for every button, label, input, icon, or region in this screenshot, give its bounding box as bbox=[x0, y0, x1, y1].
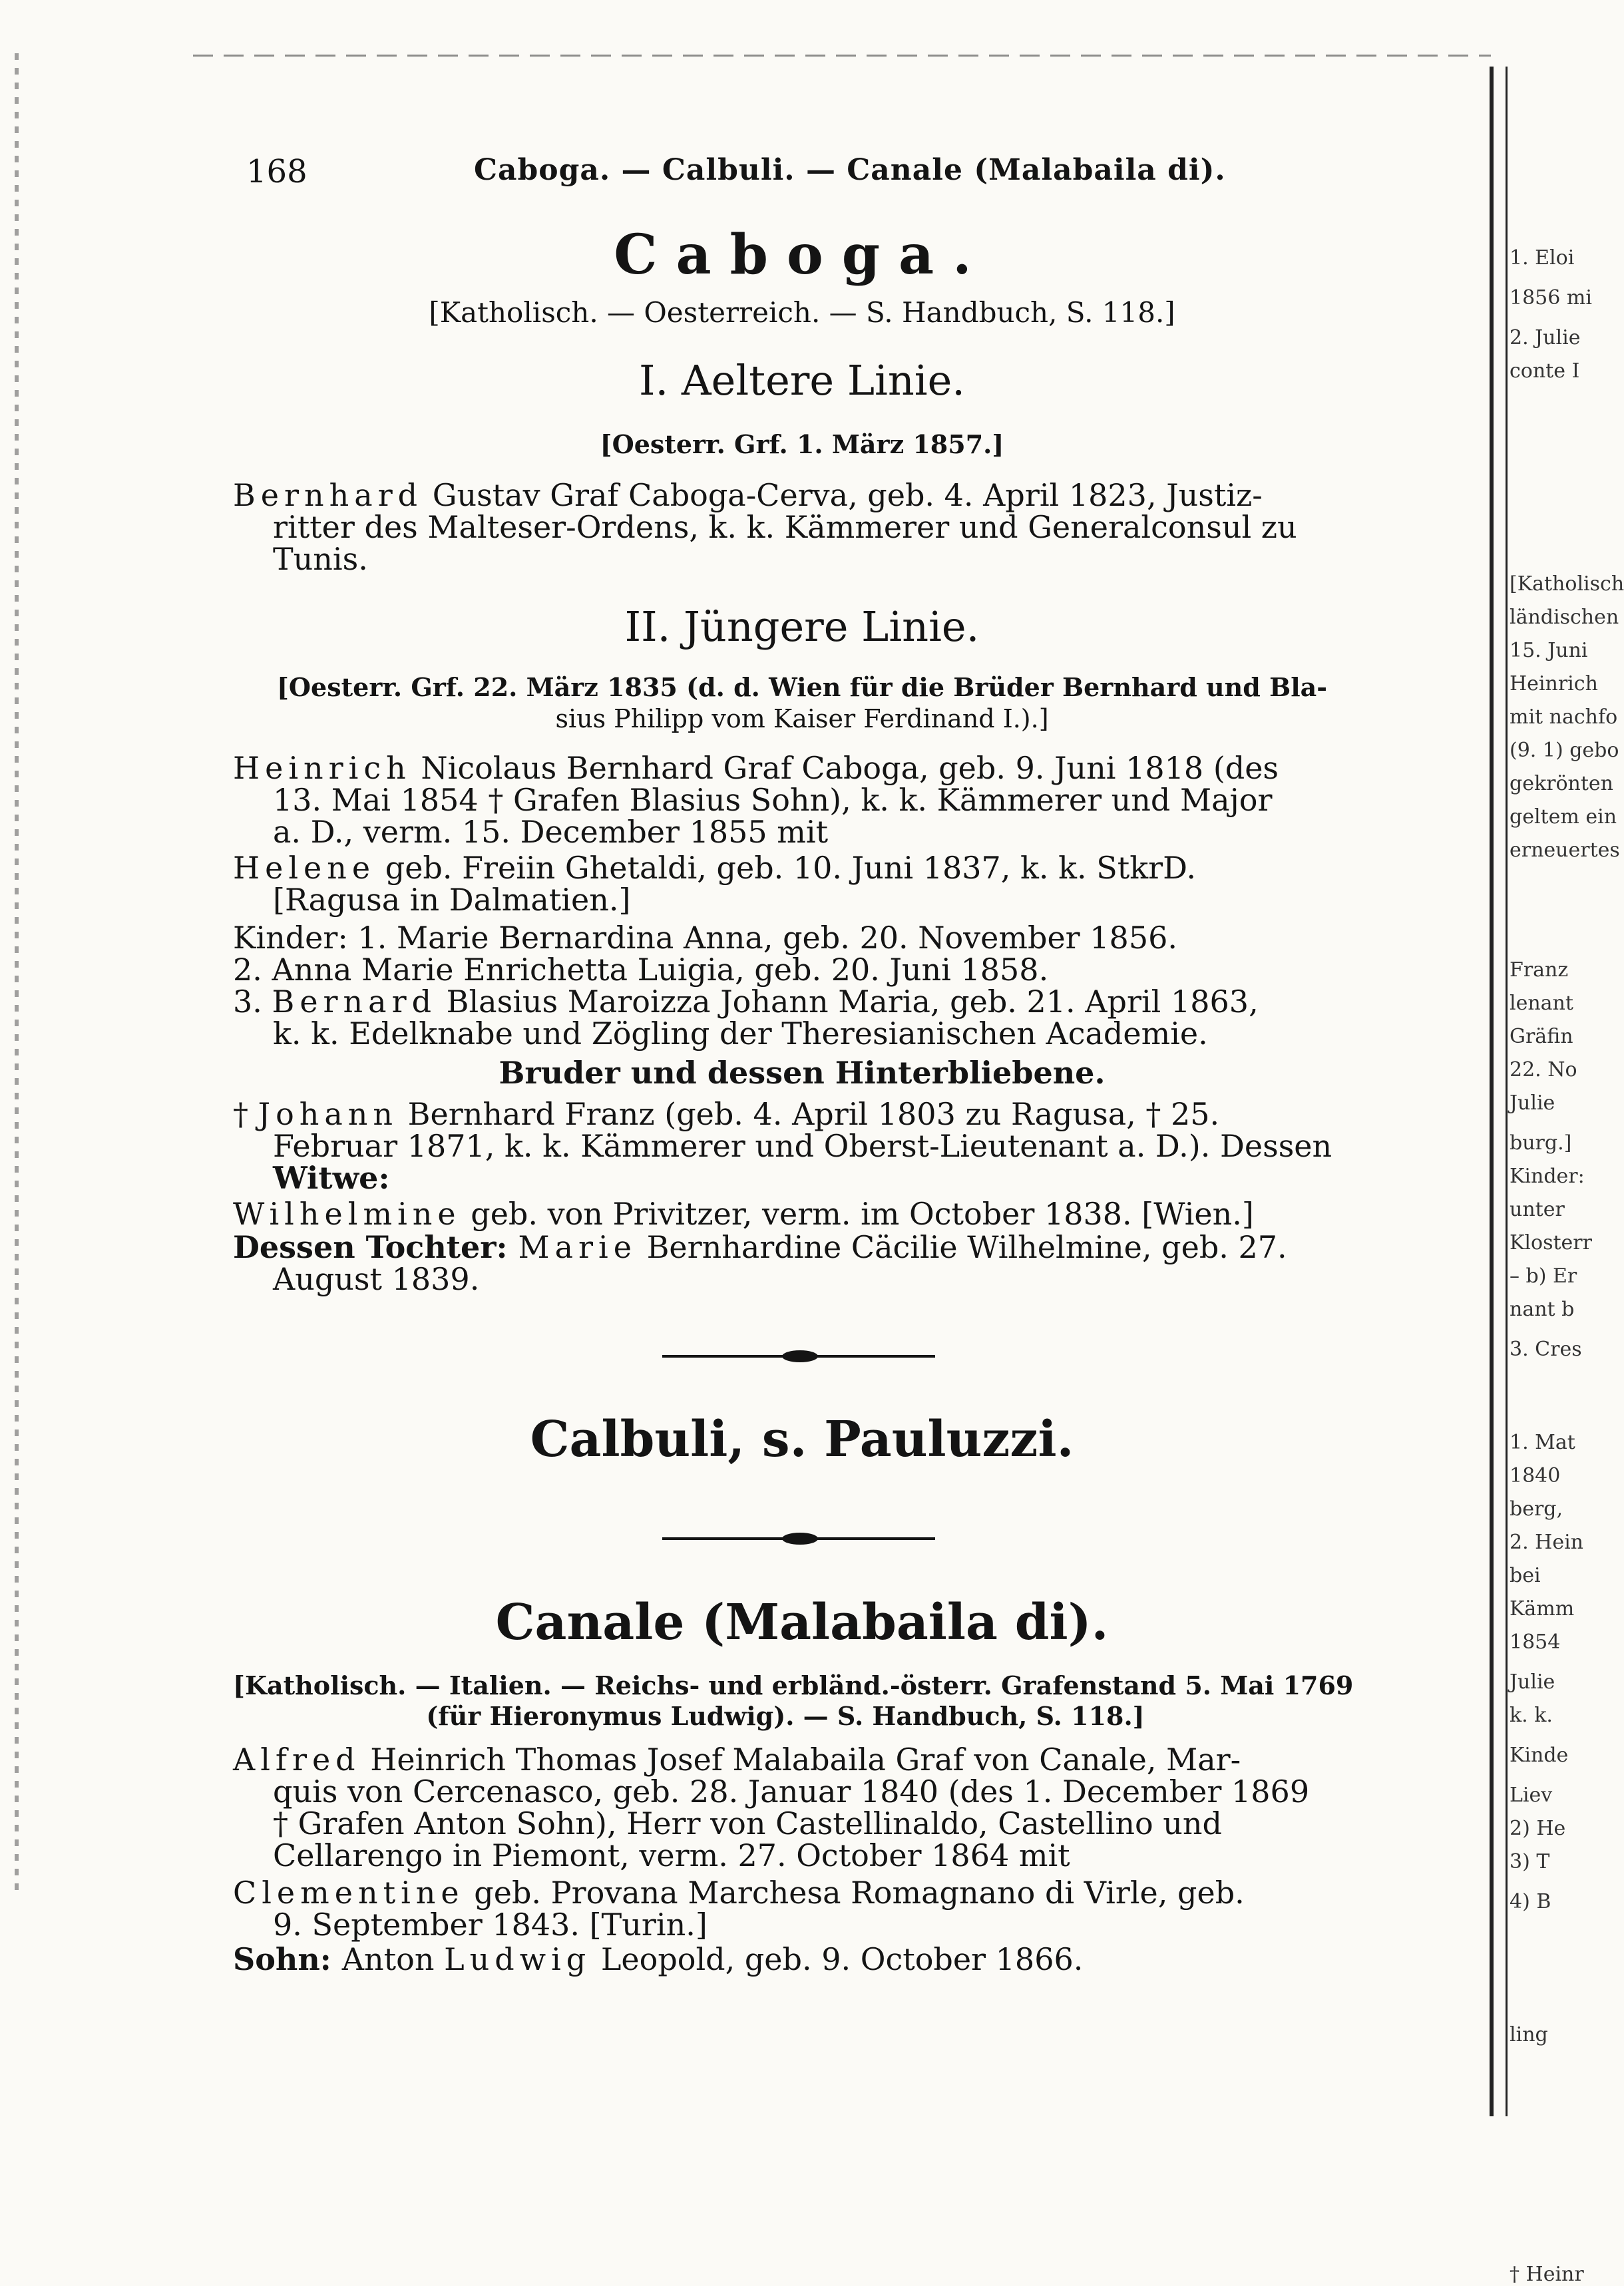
entry-label: Dessen Tochter: bbox=[233, 1229, 518, 1265]
scan-edge-left bbox=[15, 53, 19, 1890]
section-divider bbox=[662, 1355, 935, 1358]
younger-line-sub-1: [Oesterr. Grf. 22. März 1835 (d. d. Wien für die Brüder Bernhard und Bla- bbox=[276, 672, 1328, 702]
entry-text: † Grafen Anton Sohn), Herr von Castellinaldo, Castellino und bbox=[273, 1806, 1222, 1841]
calbuli-title: Calbuli, s. Pauluzzi. bbox=[530, 1411, 1074, 1468]
next-page-fragment: bei bbox=[1510, 1564, 1541, 1587]
entry-text: August 1839. bbox=[273, 1261, 480, 1297]
entry-tochter bbox=[233, 1231, 1364, 1295]
next-page-fragment: 2. Hein bbox=[1510, 1531, 1583, 1554]
younger-line-heading: II. Jüngere Linie. bbox=[624, 602, 980, 651]
next-page-fragment: 1854 bbox=[1510, 1630, 1561, 1654]
entry-bernhard bbox=[233, 479, 1364, 575]
next-page-fragment: k. k. bbox=[1510, 1704, 1553, 1727]
entry-name: Wilhelmine bbox=[233, 1196, 461, 1232]
brother-heading: Bruder und dessen Hinterbliebene. bbox=[499, 1055, 1106, 1091]
entry-text: [Katholisch. — Italien. — Reichs- und erbländ.-österr. Grafenstand 5. Mai 1769 bbox=[233, 1670, 1354, 1700]
entry-text: † bbox=[233, 1096, 258, 1132]
next-page-fragment: mit nachfo bbox=[1510, 705, 1618, 729]
entry-text: 2. Anna Marie Enrichetta Luigia, geb. 20. Juni 1858. bbox=[233, 952, 1049, 988]
entry-text: 9. September 1843. [Turin.] bbox=[273, 1907, 708, 1943]
entry-text: 3. bbox=[233, 984, 272, 1020]
entry-name: Marie bbox=[518, 1229, 637, 1265]
entry-text: Cellarengo in Piemont, verm. 27. October 1864 mit bbox=[273, 1837, 1070, 1873]
entry-text: Heinrich Thomas Josef Malabaila Graf von Canale, Mar- bbox=[360, 1742, 1241, 1778]
entry-text: 13. Mai 1854 † Grafen Blasius Sohn), k. k. Kämmerer und Major bbox=[273, 782, 1273, 818]
next-page-fragment: Julie bbox=[1510, 1670, 1555, 1694]
entry-name: Bernhard bbox=[233, 477, 423, 513]
entry-text: Bernhard Franz (geb. 4. April 1803 zu Ragusa, † 25. bbox=[398, 1096, 1220, 1132]
running-title: Caboga. — Calbuli. — Canale (Malabaila di). bbox=[474, 153, 1226, 187]
next-page-fragment: 15. Juni bbox=[1510, 639, 1588, 662]
next-page-fragment: 22. No bbox=[1510, 1058, 1577, 1081]
next-page-column bbox=[1504, 0, 1624, 2286]
entry-text: ritter des Malteser-Ordens, k. k. Kämmerer und Generalconsul zu bbox=[273, 509, 1297, 545]
entry-helene bbox=[233, 852, 1364, 916]
next-page-fragment: berg, bbox=[1510, 1497, 1563, 1521]
entry-sohn bbox=[233, 1943, 1364, 1975]
next-page-fragment: Liev bbox=[1510, 1784, 1553, 1807]
entry-name: Clementine bbox=[233, 1875, 465, 1911]
entry-text: quis von Cercenasco, geb. 28. Januar 1840 (des 1. December 1869 bbox=[273, 1774, 1310, 1810]
entry-text: k. k. Edelknabe und Zögling der Theresianischen Academie. bbox=[273, 1016, 1208, 1051]
entry-text: Witwe: bbox=[273, 1160, 390, 1196]
next-page-fragment: Kinder: bbox=[1510, 1165, 1585, 1188]
entry-name: Heinrich bbox=[233, 750, 411, 786]
entry-text: Tunis. bbox=[273, 541, 368, 577]
canale-title: Canale (Malabaila di). bbox=[495, 1594, 1109, 1651]
next-page-fragment: gekrönten bbox=[1510, 772, 1613, 795]
entry-text: geb. von Privitzer, verm. im October 1838. [Wien.] bbox=[461, 1196, 1254, 1232]
next-page-fragment: (9. 1) gebo bbox=[1510, 739, 1619, 762]
next-page-fragment: ländischen bbox=[1510, 606, 1619, 629]
next-page-fragment: 4) B bbox=[1510, 1890, 1551, 1913]
entry-text: (für Hieronymus Ludwig). — S. Handbuch, S. 118.] bbox=[426, 1701, 1145, 1731]
next-page-fragment: 3. Cres bbox=[1510, 1338, 1582, 1361]
next-page-fragment: † Heinr bbox=[1510, 2263, 1584, 2286]
entry-johann bbox=[233, 1098, 1364, 1194]
next-page-fragment: unter bbox=[1510, 1198, 1565, 1221]
next-page-fragment: Klosterr bbox=[1510, 1231, 1592, 1254]
entry-text: Februar 1871, k. k. Kämmerer und Oberst-Lieutenant a. D.). Dessen bbox=[273, 1128, 1332, 1164]
next-page-fragment: Franz bbox=[1510, 958, 1569, 982]
next-page-fragment: 3) T bbox=[1510, 1850, 1550, 1873]
entry-kinder bbox=[233, 922, 1364, 1049]
next-page-fragment: nant b bbox=[1510, 1298, 1575, 1321]
entry-name: Bernard bbox=[272, 984, 437, 1020]
entry-text: Anton bbox=[341, 1941, 445, 1977]
entry-text: Gustav Graf Caboga-Cerva, geb. 4. April 1823, Justiz- bbox=[423, 477, 1263, 513]
entry-text: Kinder: 1. Marie Bernardina Anna, geb. 20. November 1856. bbox=[233, 920, 1177, 956]
entry-label: Sohn: bbox=[233, 1941, 342, 1977]
entry-name: Johann bbox=[258, 1096, 399, 1132]
next-page-fragment: 2) He bbox=[1510, 1817, 1566, 1840]
next-page-fragment: [Katholisch bbox=[1510, 572, 1624, 596]
older-line-heading: I. Aeltere Linie. bbox=[638, 356, 965, 405]
page-header bbox=[226, 153, 1378, 200]
page-number: 168 bbox=[246, 153, 307, 190]
older-line-sub: [Oesterr. Grf. 1. März 1857.] bbox=[600, 429, 1004, 459]
next-page-fragment: lenant bbox=[1510, 992, 1573, 1015]
younger-line-sub-2: sius Philipp vom Kaiser Ferdinand I.).] bbox=[555, 704, 1049, 733]
next-page-fragment: erneuertes bbox=[1510, 839, 1620, 862]
entry-text: Leopold, geb. 9. October 1866. bbox=[591, 1941, 1084, 1977]
entry-alfred bbox=[233, 1744, 1364, 1871]
next-page-fragment: ling bbox=[1510, 2023, 1548, 2046]
entry-text: Blasius Maroizza Johann Maria, geb. 21. April 1863, bbox=[437, 984, 1259, 1020]
next-page-fragment: 1. Mat bbox=[1510, 1431, 1575, 1454]
next-page-fragment: geltem ein bbox=[1510, 805, 1617, 829]
gutter-rule bbox=[1490, 67, 1494, 2116]
entry-text: a. D., verm. 15. December 1855 mit bbox=[273, 814, 829, 850]
next-page-fragment: Kämm bbox=[1510, 1597, 1575, 1620]
next-page-fragment: – b) Er bbox=[1510, 1264, 1577, 1288]
next-page-fragment: 1840 bbox=[1510, 1464, 1561, 1487]
entry-heinrich bbox=[233, 752, 1364, 848]
next-page-fragment: 2. Julie bbox=[1510, 326, 1581, 349]
section-divider bbox=[662, 1537, 935, 1540]
next-page-fragment: 1856 mi bbox=[1510, 286, 1592, 309]
entry-text: [Ragusa in Dalmatien.] bbox=[273, 882, 631, 918]
next-page-fragment: conte I bbox=[1510, 359, 1580, 383]
next-page-fragment: 1. Eloi bbox=[1510, 246, 1575, 270]
canale-bracket bbox=[233, 1670, 1364, 1732]
next-page-fragment: Julie bbox=[1510, 1091, 1555, 1115]
caboga-family-title: Caboga. bbox=[614, 223, 990, 287]
entry-text: geb. Provana Marchesa Romagnano di Virle, geb. bbox=[464, 1875, 1245, 1911]
next-page-fragment: burg.] bbox=[1510, 1131, 1572, 1155]
entry-text: Bernhardine Cäcilie Wilhelmine, geb. 27. bbox=[636, 1229, 1287, 1265]
entry-name: Ludwig bbox=[444, 1941, 592, 1977]
caboga-bracket: [Katholisch. — Oesterreich. — S. Handbuch, S. 118.] bbox=[429, 296, 1175, 329]
entry-name: Alfred bbox=[233, 1742, 361, 1778]
next-page-fragment: Kinde bbox=[1510, 1744, 1569, 1767]
entry-text: Nicolaus Bernhard Graf Caboga, geb. 9. Juni 1818 (des bbox=[411, 750, 1279, 786]
next-page-fragment: Heinrich bbox=[1510, 672, 1598, 695]
scan-edge-top bbox=[193, 55, 1491, 57]
entry-wilhelmine bbox=[233, 1198, 1364, 1230]
entry-clementine bbox=[233, 1877, 1364, 1941]
entry-text: geb. Freiin Ghetaldi, geb. 10. Juni 1837, k. k. StkrD. bbox=[375, 850, 1196, 886]
next-page-fragment: Gräfin bbox=[1510, 1025, 1573, 1048]
entry-name: Helene bbox=[233, 850, 376, 886]
